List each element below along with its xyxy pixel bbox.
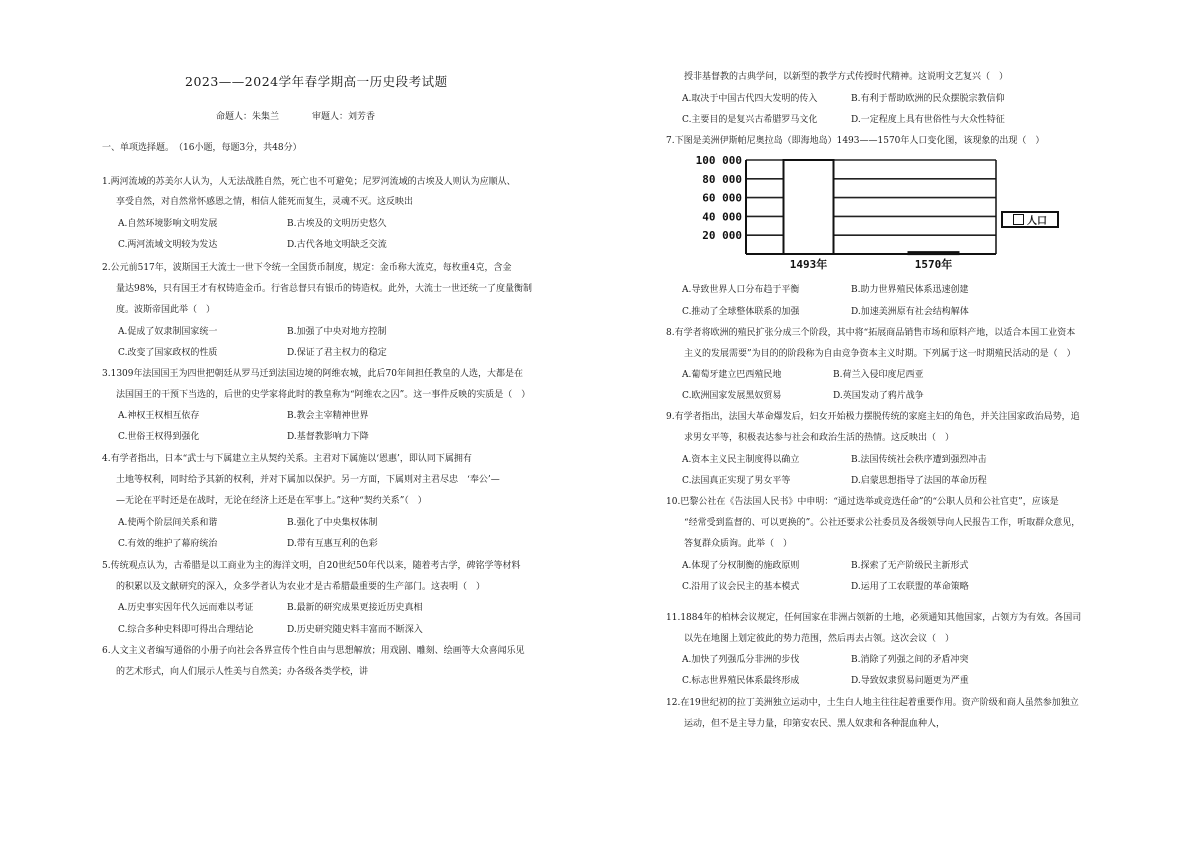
option-a: A.历史事实因年代久远而难以考证 <box>118 603 254 613</box>
question-11-line: 以先在地图上划定彼此的势力范围，然后再去占领。这次会议（ ） <box>684 634 955 644</box>
question-12-line: 运动，但不是主导力量，印第安农民、黑人奴隶和各种混血种人， <box>684 719 946 729</box>
x-tick-label: 1570年 <box>914 258 953 271</box>
option-c: C.推动了全球整体联系的加强 <box>682 307 800 317</box>
option-a: A.自然环境影响文明发展 <box>118 219 218 229</box>
option-d: D.加速美洲原有社会结构解体 <box>851 307 969 317</box>
y-tick-label: 20 000 <box>702 229 742 243</box>
option-a: A.导致世界人口分布趋于平衡 <box>682 285 800 295</box>
y-tick-label: 100 000 <box>695 154 742 167</box>
exam-title: 2023——2024学年春学期高一历史段考试题 <box>185 74 448 89</box>
option-a: A.促成了奴隶制国家统一 <box>118 327 218 337</box>
option-d: D.运用了工农联盟的革命策略 <box>851 582 969 592</box>
y-tick-label: 40 000 <box>702 210 742 224</box>
option-d: D.历史研究随史料丰富而不断深入 <box>287 625 423 635</box>
option-d: D.古代各地文明缺乏交流 <box>287 240 387 250</box>
question-4-line: 土地等权利，同时给予其新的权利，并对下属加以保护。另一方面，下属则对主君尽忠 ‘奉公’— <box>116 475 500 485</box>
option-d: D.带有互惠互利的色彩 <box>287 539 378 549</box>
question-10-line: 答复群众质询。此举（ ） <box>684 539 793 549</box>
question-6-continued: 授非基督教的古典学问，以新型的教学方式传授时代精神。这说明文艺复兴（ ） <box>684 72 1009 82</box>
section-heading: 一、单项选择题。 （16小题，每题3分，共48分） <box>102 143 302 153</box>
question-8-line: 8.有学者将欧洲的殖民扩张分成三个阶段，其中将“拓展商品销售市场和原料产地，以适合本国工业资本 <box>666 328 1076 338</box>
option-a: A.取决于中国古代四大发明的传入 <box>682 94 818 104</box>
question-6-line: 的艺术形式，向人们展示人性美与自然美；办各级各类学校，讲 <box>116 667 369 677</box>
question-9-line: 9.有学者指出，法国大革命爆发后，妇女开始极力摆脱传统的家庭主妇的角色，并关注国家政治局势，追 <box>666 412 1080 422</box>
option-c: C.改变了国家政权的性质 <box>118 348 218 358</box>
question-12-line: 12.在19世纪初的拉丁美洲独立运动中，土生白人地主往往起着重要作用。资产阶级和商人虽然参加独立 <box>666 698 1079 708</box>
option-b: B.有利于帮助欧洲的民众摆脱宗教信仰 <box>851 94 1005 104</box>
option-d: D.英国发动了鸦片战争 <box>833 391 924 401</box>
question-10-line: “经常受到监督的、可以更换的”。公社还要求公社委员及各级领导向人民报告工作，听取群众意见， <box>684 518 1081 528</box>
question-1-line: 1.两河流域的苏美尔人认为，人无法战胜自然，死亡也不可避免；尼罗河流域的古埃及人则认为应顺从、 <box>102 177 516 187</box>
chart-legend <box>1001 211 1059 228</box>
question-9-line: 求男女平等，积极表达参与社会和政治生活的热情。这反映出（ ） <box>684 433 955 443</box>
bar <box>909 252 959 254</box>
option-d: D.一定程度上具有世俗性与大众性特征 <box>851 115 1005 125</box>
x-tick-label: 1493年 <box>789 258 828 271</box>
option-c: C.综合多种史料即可得出合理结论 <box>118 625 254 635</box>
population-chart <box>676 150 1056 274</box>
option-c: C.欧洲国家发展黑奴贸易 <box>682 391 782 401</box>
question-maker: 命题人：朱集兰 <box>216 112 280 122</box>
option-b: B.荷兰入侵印度尼西亚 <box>833 370 924 380</box>
question-5-line: 的积累以及文献研究的深入，众多学者认为农业才是古希腊最重要的生产部门。这表明（ ） <box>116 582 486 592</box>
option-a: A.体现了分权制衡的施政原则 <box>682 561 800 571</box>
option-b: B.古埃及的文明历史悠久 <box>287 219 387 229</box>
y-tick-label: 60 000 <box>702 191 742 205</box>
option-b: B.探索了无产阶级民主新形式 <box>851 561 969 571</box>
question-4-line: —无论在平时还是在战时，无论在经济上还是在军事上。”这种“契约关系”（ ） <box>116 496 427 506</box>
question-6-line: 6.人文主义者编写通俗的小册子向社会各界宣传个性自由与思想解放；用戏剧、雕刻、绘画等大众喜闻乐见 <box>102 646 525 656</box>
y-tick-label: 80 000 <box>702 172 742 186</box>
legend-label: 人口 <box>1027 216 1047 227</box>
question-1-line: 享受自然，对自然常怀感恩之情，相信人能死而复生，灵魂不灭。这反映出 <box>116 197 414 207</box>
option-a: A.资本主义民主制度得以确立 <box>682 455 800 465</box>
question-3-line: 法国国王的干预下当选的，后世的史学家将此时的教皇称为“阿维农之囚”。这一事件反映的实质是（ ） <box>116 390 531 400</box>
question-2-line: 量达98%，只有国王才有权铸造金币。行省总督只有银币的铸造权。此外，大流士一世还统一了度量衡制 <box>116 284 533 294</box>
question-10-line: 10.巴黎公社在《告法国人民书》中申明：“通过选举或竞选任命”的“公职人员和公社官吏”，应该是 <box>666 497 1059 507</box>
legend-swatch <box>1013 214 1024 225</box>
question-8-line: 主义的发展需要”为目的的阶段称为自由竞争资本主义时期。下列属于这一时期殖民活动的是（ ） <box>684 349 1076 359</box>
question-4-line: 4.有学者指出，日本“武士与下属建立主从契约关系。主君对下属施以‘恩惠’，即认同下属拥有 <box>102 454 472 464</box>
option-d: D.保证了君主权力的稳定 <box>287 348 387 358</box>
option-c: C.世俗王权得到强化 <box>118 432 200 442</box>
option-c: C.沿用了议会民主的基本模式 <box>682 582 800 592</box>
option-c: C.标志世界殖民体系最终形成 <box>682 676 800 686</box>
question-2-line: 度。波斯帝国此举（ ） <box>116 305 216 315</box>
question-11-line: 11.1884年的柏林会议规定，任何国家在非洲占领新的土地，必须通知其他国家，占领方为有效。各国司 <box>666 613 1082 623</box>
option-a: A.加快了列强瓜分非洲的步伐 <box>682 655 800 665</box>
question-7-line: 7.下图是美洲伊斯帕尼奥拉岛（即海地岛）1493——1570年人口变化图，该现象的出现（ ） <box>666 136 1045 146</box>
question-2-line: 2.公元前517年，波斯国王大流士一世下令统一全国货币制度，规定：金币称大流克，每枚重4克，含金 <box>102 263 512 273</box>
option-b: B.加强了中央对地方控制 <box>287 327 387 337</box>
question-5-line: 5.传统观点认为，古希腊是以工商业为主的海洋文明，自20世纪50年代以来，随着考古学，碑铭学等材料 <box>102 561 521 571</box>
option-a: A.使两个阶层间关系和谐 <box>118 518 218 528</box>
option-b: B.助力世界殖民体系迅速创建 <box>851 285 969 295</box>
option-b: B.消除了列强之间的矛盾冲突 <box>851 655 969 665</box>
bar <box>784 160 834 254</box>
option-d: D.导致奴隶贸易问题更为严重 <box>851 676 969 686</box>
option-b: B.最新的研究成果更接近历史真相 <box>287 603 423 613</box>
option-c: C.主要目的是复兴古希腊罗马文化 <box>682 115 818 125</box>
option-d: D.基督教影响力下降 <box>287 432 369 442</box>
option-c: C.有效的维护了幕府统治 <box>118 539 218 549</box>
option-c: C.法国真正实现了男女平等 <box>682 476 791 486</box>
option-d: D.启蒙思想指导了法国的革命历程 <box>851 476 987 486</box>
question-reviewer: 审题人：刘芳香 <box>312 112 376 122</box>
option-c: C.两河流域文明较为发达 <box>118 240 218 250</box>
option-b: B.教会主宰精神世界 <box>287 411 369 421</box>
question-3-line: 3.1309年法国国王为四世把朝廷从罗马迁到法国边境的阿维农城，此后70年间担任教皇的人选，大都是在 <box>102 369 523 379</box>
option-a: A.神权王权相互依存 <box>118 411 200 421</box>
option-a: A.葡萄牙建立巴西殖民地 <box>682 370 782 380</box>
option-b: B.强化了中央集权体制 <box>287 518 378 528</box>
option-b: B.法国传统社会秩序遭到强烈冲击 <box>851 455 987 465</box>
